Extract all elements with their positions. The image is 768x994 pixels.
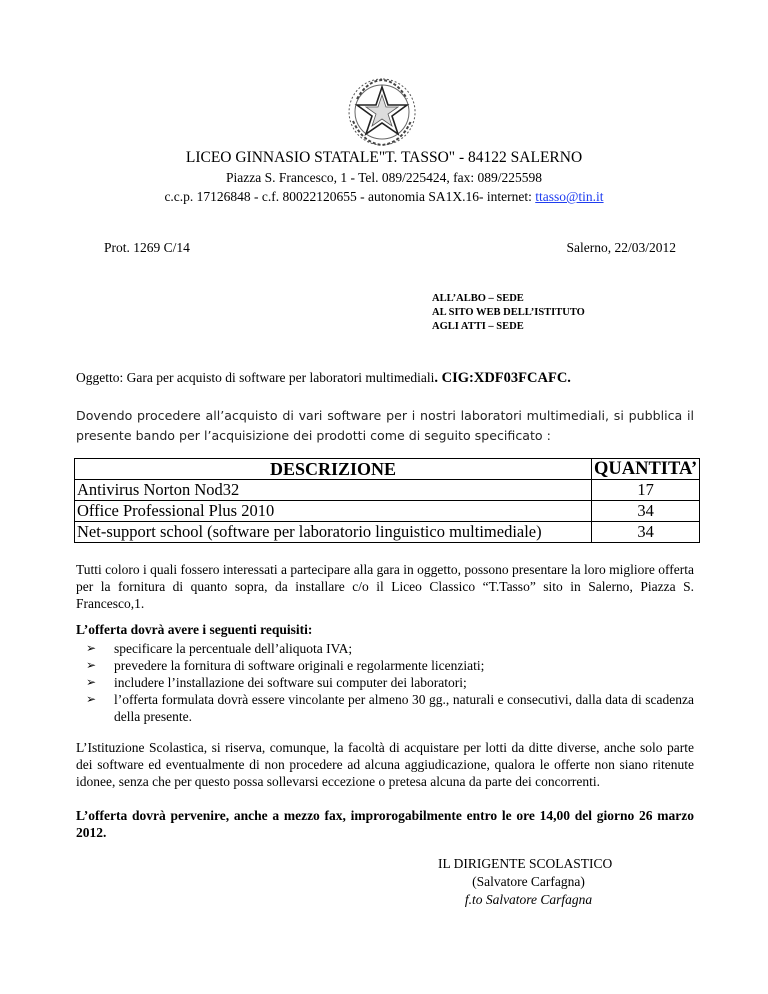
codes-text: c.c.p. 17126848 - c.f. 80022120655 - autonomia SA1X.16- internet: <box>164 189 536 204</box>
item-quantity: 34 <box>592 501 700 522</box>
recipient-line: ALL’ALBO – SEDE <box>432 293 524 304</box>
school-address: Piazza S. Francesco, 1 - Tel. 089/225424, fax: 089/225598 <box>226 170 542 185</box>
table-row <box>75 480 700 501</box>
arrow-bullet-icon: ➢ <box>86 658 97 672</box>
requirement-text: includere l’installazione dei software sui computer dei laboratori; <box>114 675 467 690</box>
items-table <box>74 458 700 543</box>
subject-cig: . CIG:XDF03FCAFC. <box>434 370 571 386</box>
list-item <box>86 657 694 674</box>
arrow-bullet-icon: ➢ <box>86 641 97 655</box>
participation-paragraph: Tutti coloro i quali fossero interessati a partecipare alla gara in oggetto, possono presentare la loro migliore offerta per la fornitura di quanto sopra, da installare c/o il Liceo Classico “T.Tasso” sito in Salerno, Piazza S. Francesco,1. <box>76 562 694 611</box>
requirement-text: l’offerta formulata dovrà essere vincolante per almeno 30 gg., naturali e consecutivi, dalla data di scadenza della presente. <box>114 692 694 724</box>
signatory-role: IL DIRIGENTE SCOLASTICO <box>438 856 613 871</box>
requirement-text: prevedere la fornitura di software originali e regolarmente licenziati; <box>114 658 485 673</box>
arrow-bullet-icon: ➢ <box>86 675 97 689</box>
intro-paragraph: Dovendo procedere all’acquisto di vari software per i nostri laboratori multimediali, si pubblica il presente bando per l’acquisizione dei prodotti come di seguito specificato : <box>76 408 694 443</box>
list-item <box>86 691 694 725</box>
item-description: Antivirus Norton Nod32 <box>75 480 592 501</box>
deadline-notice: L’offerta dovrà pervenire, anche a mezzo fax, improrogabilmente entro le ore 14,00 del giorno 26 marzo 2012. <box>76 808 694 840</box>
requirements-list <box>86 640 694 725</box>
list-item <box>86 674 694 691</box>
table-header-row <box>75 459 700 480</box>
subject-line <box>76 370 571 387</box>
item-quantity: 34 <box>592 522 700 543</box>
requirements-title: L’offerta dovrà avere i seguenti requisiti: <box>76 622 313 637</box>
header-quantity: QUANTITA’ <box>592 459 700 480</box>
table-row <box>75 501 700 522</box>
item-description: Net-support school (software per laboratorio linguistico multimediale) <box>75 522 592 543</box>
requirement-text: specificare la percentuale dell’aliquota IVA; <box>114 641 353 656</box>
arrow-bullet-icon: ➢ <box>86 692 97 706</box>
place-date: Salerno, 22/03/2012 <box>566 240 676 255</box>
list-item <box>86 640 694 657</box>
republic-emblem-icon <box>343 73 421 151</box>
protocol-number: Prot. 1269 C/14 <box>104 240 190 255</box>
signatory-name: (Salvatore Carfagna) <box>472 874 585 889</box>
school-name: LICEO GINNASIO STATALE"T. TASSO" - 84122 SALERNO <box>185 149 583 166</box>
signature-note: f.to Salvatore Carfagna <box>464 892 593 907</box>
recipient-line: AGLI ATTI – SEDE <box>432 321 524 332</box>
item-description: Office Professional Plus 2010 <box>75 501 592 522</box>
header-description: DESCRIZIONE <box>75 459 592 480</box>
email-link[interactable]: ttasso@tin.it <box>535 189 604 204</box>
reservation-paragraph: L’Istituzione Scolastica, si riserva, comunque, la facoltà di acquistare per lotti da ditte diverse, anche solo parte dei software ed eventualmente di non procedere ad alcuna aggiudicazione, qualora le offerte non siano ritenute idonee, senza che per questo possa sollevarsi eccezione o pretesa alcuna da parte dei concorrenti. <box>76 740 694 789</box>
item-quantity: 17 <box>592 480 700 501</box>
recipient-line: AL SITO WEB DELL’ISTITUTO <box>432 307 585 318</box>
table-row <box>75 522 700 543</box>
subject-label: Oggetto: Gara per acquisto di software per laboratori multimediali <box>76 370 435 385</box>
school-codes <box>0 189 768 205</box>
